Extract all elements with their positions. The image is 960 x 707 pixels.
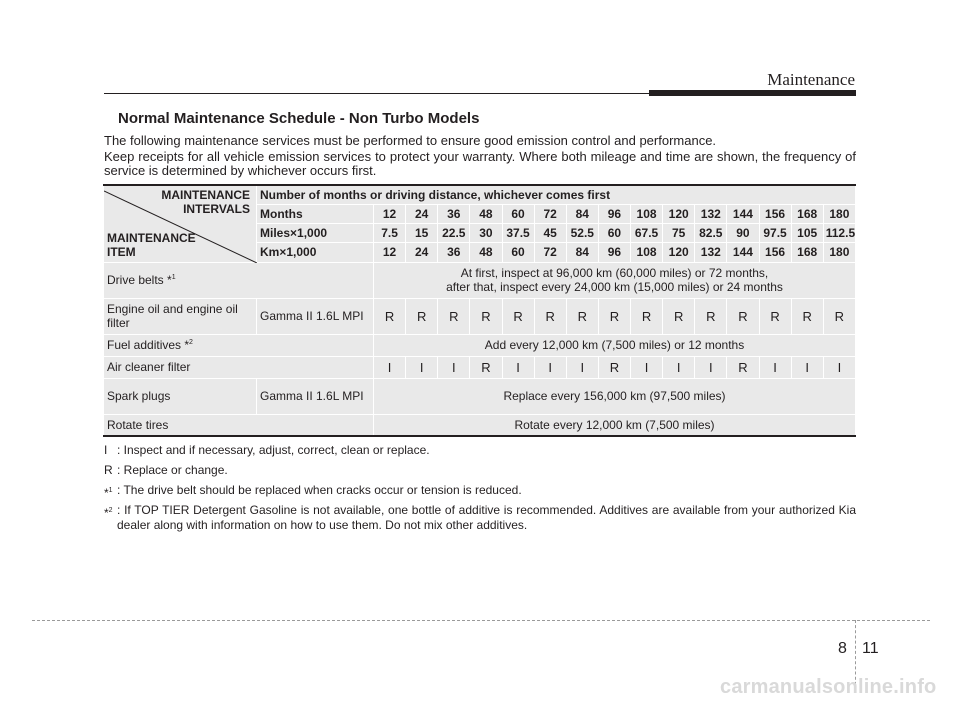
miles-cell: 7.5	[374, 223, 406, 242]
corner-intervals-label: MAINTENANCE INTERVALS	[161, 188, 250, 216]
schedule-cell: R	[566, 298, 598, 334]
miles-cell: 30	[470, 223, 502, 242]
intro-paragraph-1: The following maintenance services must be performed to ensure good emission control and performance.	[104, 133, 717, 148]
miles-cell: 90	[727, 223, 759, 242]
interval-header: Number of months or driving distance, whichever comes first	[257, 185, 856, 204]
months-cell: 60	[502, 204, 534, 223]
table-row	[104, 356, 856, 378]
table-row	[104, 334, 856, 356]
chapter-number: 8	[838, 640, 847, 657]
months-cell: 96	[598, 204, 630, 223]
schedule-cell: I	[759, 356, 791, 378]
watermark: carmanualsonline.info	[720, 676, 937, 698]
schedule-cell: R	[406, 298, 438, 334]
item-spark-plugs: Spark plugs	[104, 378, 257, 414]
schedule-cell: R	[631, 298, 663, 334]
header-rule	[104, 93, 649, 94]
miles-cell: 82.5	[695, 223, 727, 242]
km-cell: 108	[631, 242, 663, 262]
footnote: I : Inspect and if necessary, adjust, correct, clean or replace.	[104, 443, 430, 457]
schedule-cell: I	[823, 356, 855, 378]
schedule-cell: R	[823, 298, 855, 334]
footnotes	[104, 443, 856, 538]
km-cell: 60	[502, 242, 534, 262]
schedule-cell: R	[663, 298, 695, 334]
schedule-cell: R	[727, 298, 759, 334]
months-cell: 72	[534, 204, 566, 223]
schedule-cell: I	[374, 356, 406, 378]
spark-plugs-schedule: Replace every 156,000 km (97,500 miles)	[374, 378, 856, 414]
km-cell: 48	[470, 242, 502, 262]
item-engine-oil: Engine oil and engine oil filter	[104, 298, 257, 334]
months-label: Months	[257, 204, 374, 223]
miles-cell: 22.5	[438, 223, 470, 242]
km-cell: 132	[695, 242, 727, 262]
miles-cell: 37.5	[502, 223, 534, 242]
miles-cell: 75	[663, 223, 695, 242]
header-bar	[649, 90, 856, 96]
engine-type: Gamma II 1.6L MPI	[257, 378, 374, 414]
maintenance-schedule-table	[103, 184, 856, 437]
km-cell: 180	[823, 242, 855, 262]
footnote: *$^1$ : The drive belt should be replaced when cracks occur or tension is reduced.	[104, 483, 522, 500]
footer-rule	[32, 620, 930, 621]
miles-cell: 52.5	[566, 223, 598, 242]
months-cell: 168	[791, 204, 823, 223]
months-cell: 132	[695, 204, 727, 223]
miles-cell: 45	[534, 223, 566, 242]
months-cell: 84	[566, 204, 598, 223]
chapter-title: Maintenance	[767, 70, 855, 89]
miles-cell: 105	[791, 223, 823, 242]
miles-label: Miles×1,000	[257, 223, 374, 242]
interval-header-row	[104, 185, 856, 204]
miles-cell: 15	[406, 223, 438, 242]
item-drive-belts: Drive belts *$^1$	[104, 262, 374, 298]
miles-cell: 97.5	[759, 223, 791, 242]
schedule-cell: I	[534, 356, 566, 378]
schedule-cell: R	[470, 298, 502, 334]
km-cell: 84	[566, 242, 598, 262]
months-cell: 12	[374, 204, 406, 223]
schedule-cell: R	[791, 298, 823, 334]
km-cell: 36	[438, 242, 470, 262]
schedule-cell: R	[598, 298, 630, 334]
rotate-tires-schedule: Rotate every 12,000 km (7,500 miles)	[374, 414, 856, 436]
months-cell: 180	[823, 204, 855, 223]
km-label: Km×1,000	[257, 242, 374, 262]
engine-type: Gamma II 1.6L MPI	[257, 298, 374, 334]
corner-item-label: MAINTENANCE ITEM	[107, 230, 196, 259]
miles-cell: 67.5	[631, 223, 663, 242]
schedule-cell: I	[502, 356, 534, 378]
km-cell: 144	[727, 242, 759, 262]
schedule-cell: I	[695, 356, 727, 378]
schedule-cell: R	[470, 356, 502, 378]
months-cell: 144	[727, 204, 759, 223]
months-cell: 156	[759, 204, 791, 223]
schedule-cell: R	[727, 356, 759, 378]
schedule-cell: I	[438, 356, 470, 378]
schedule-cell: R	[534, 298, 566, 334]
km-cell: 156	[759, 242, 791, 262]
schedule-cell: R	[438, 298, 470, 334]
months-cell: 120	[663, 204, 695, 223]
schedule-cell: R	[695, 298, 727, 334]
months-cell: 108	[631, 204, 663, 223]
section-title: Normal Maintenance Schedule - Non Turbo Models	[118, 110, 480, 127]
schedule-cell: R	[502, 298, 534, 334]
table-row	[104, 298, 856, 334]
miles-cell: 112.5	[823, 223, 855, 242]
months-cell: 48	[470, 204, 502, 223]
km-cell: 12	[374, 242, 406, 262]
schedule-cell: I	[631, 356, 663, 378]
table-row	[104, 414, 856, 436]
miles-cell: 60	[598, 223, 630, 242]
corner-header-cell	[104, 185, 257, 262]
schedule-cell: R	[759, 298, 791, 334]
table-row	[104, 378, 856, 414]
schedule-cell: I	[791, 356, 823, 378]
drive-belts-schedule: At first, inspect at 96,000 km (60,000 miles) or 72 months, after that, inspect every 24,000 km (15,000 miles) or 24 months	[374, 262, 856, 298]
km-cell: 96	[598, 242, 630, 262]
months-cell: 24	[406, 204, 438, 223]
km-cell: 24	[406, 242, 438, 262]
footnote: R : Replace or change.	[104, 463, 228, 477]
footnote: *$^2$ : If TOP TIER Detergent Gasoline is not available, one bottle of additive is recommended. Additives are available from your authorized Kia dealer along with information on how to use them. Do not mix other additives.	[104, 503, 856, 532]
page-number: 11	[862, 640, 879, 657]
schedule-cell: I	[406, 356, 438, 378]
km-cell: 72	[534, 242, 566, 262]
schedule-cell: R	[598, 356, 630, 378]
schedule-cell: I	[663, 356, 695, 378]
fuel-additives-schedule: Add every 12,000 km (7,500 miles) or 12 months	[374, 334, 856, 356]
item-fuel-additives: Fuel additives *$^2$	[104, 334, 374, 356]
table-row	[104, 262, 856, 298]
item-rotate-tires: Rotate tires	[104, 414, 374, 436]
km-cell: 168	[791, 242, 823, 262]
item-air-cleaner: Air cleaner filter	[104, 356, 374, 378]
schedule-cell: R	[374, 298, 406, 334]
intro-paragraph-2: Keep receipts for all vehicle emission services to protect your warranty. Where both mileage and time are shown, the frequency of service is determined by whichever occurs first.	[104, 149, 856, 178]
schedule-cell: I	[566, 356, 598, 378]
months-cell: 36	[438, 204, 470, 223]
km-cell: 120	[663, 242, 695, 262]
